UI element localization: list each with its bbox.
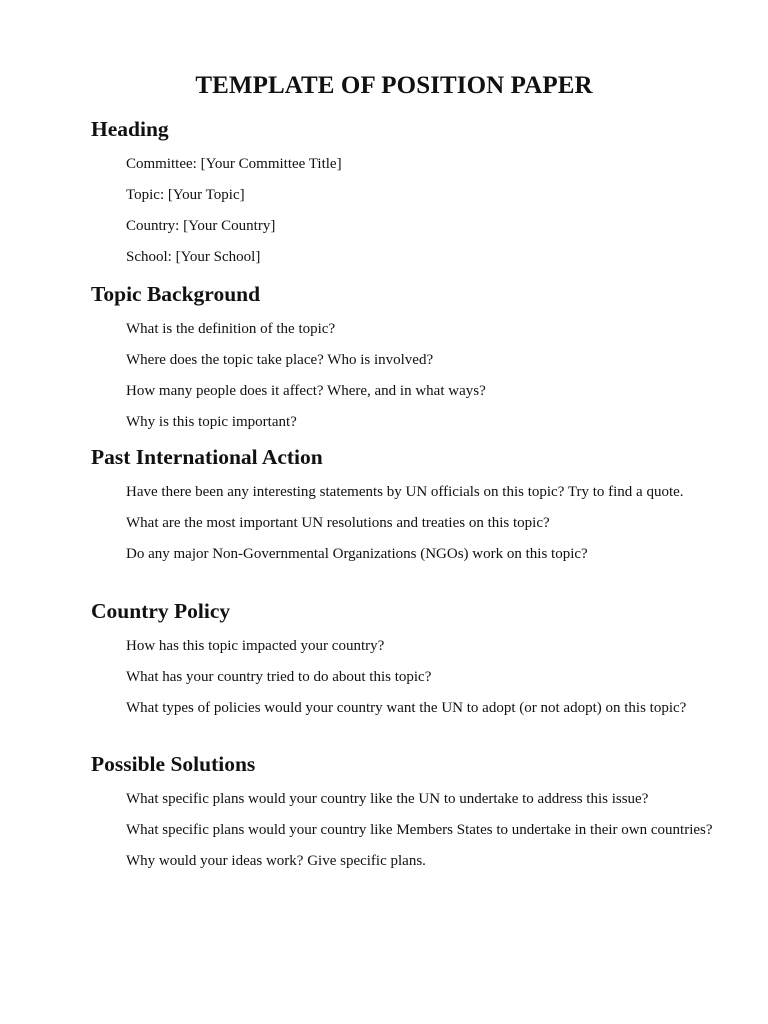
list-item: Country: [Your Country] [126, 218, 276, 234]
list-item: School: [Your School] [126, 249, 261, 265]
list-item: Where does the topic take place? Who is involved? [126, 352, 434, 368]
list-item: What specific plans would your country like Members States to undertake in their own countries? [126, 822, 713, 838]
section-items [91, 481, 731, 565]
list-item: Have there been any interesting statements by UN officials on this topic? Try to find a quote. [126, 484, 684, 500]
section-title: Topic Background [91, 282, 261, 306]
document-title: TEMPLATE OF POSITION PAPER [195, 72, 593, 99]
list-item: What has your country tried to do about this topic? [126, 669, 432, 685]
list-item: Why is this topic important? [126, 414, 297, 430]
list-item: Topic: [Your Topic] [126, 187, 245, 203]
list-item: What are the most important UN resolutions and treaties on this topic? [126, 515, 550, 531]
section-topic-background [91, 281, 731, 442]
section-past-international-action [91, 444, 731, 574]
section-title: Heading [91, 117, 169, 141]
section-country-policy [91, 598, 731, 728]
list-item: Committee: [Your Committee Title] [126, 156, 342, 172]
section-title: Possible Solutions [91, 752, 256, 776]
list-item: What is the definition of the topic? [126, 321, 336, 337]
section-items [91, 153, 731, 268]
section-title: Country Policy [91, 599, 231, 623]
section-title: Past International Action [91, 445, 323, 469]
section-items [91, 788, 731, 872]
list-item: What specific plans would your country like the UN to undertake to address this issue? [126, 791, 649, 807]
section-items [91, 635, 731, 719]
section-heading [91, 116, 731, 277]
section-items [91, 318, 731, 433]
list-item: Why would your ideas work? Give specific plans. [126, 853, 426, 869]
list-item: Do any major Non-Governmental Organizations (NGOs) work on this topic? [126, 546, 588, 562]
list-item: How many people does it affect? Where, and in what ways? [126, 383, 486, 399]
list-item: How has this topic impacted your country? [126, 638, 385, 654]
section-possible-solutions [91, 751, 731, 881]
list-item: What types of policies would your country want the UN to adopt (or not adopt) on this topic? [126, 700, 687, 716]
